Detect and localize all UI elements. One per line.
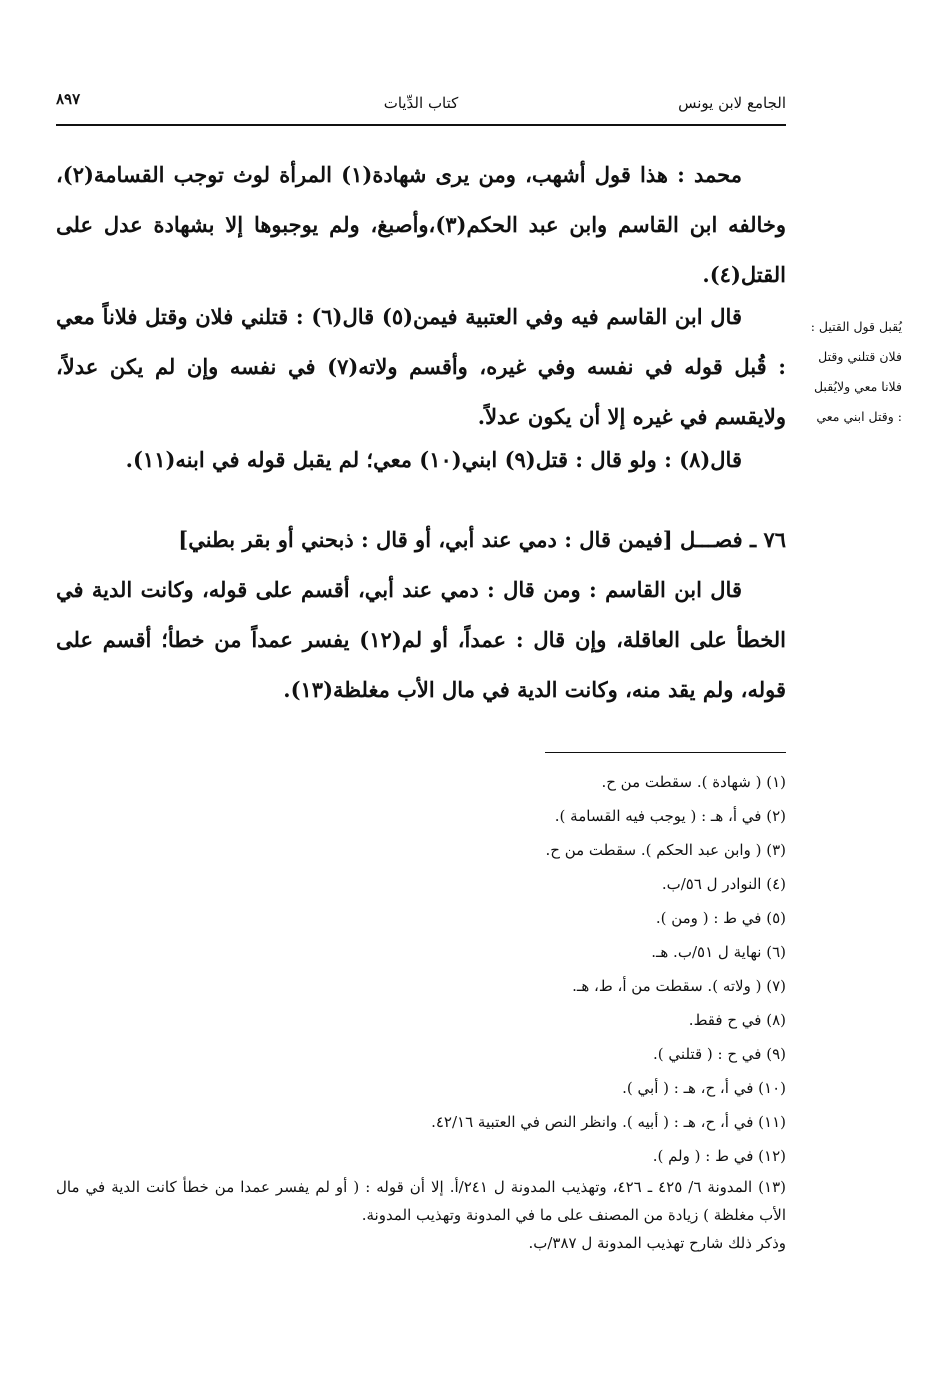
footnote-5: (٥) في ط : ( ومن ).	[655, 909, 786, 927]
footnote-11: (١١) في أ، ح، هـ : ( أبيه ). وانظر النص في العتبية ٤٢/١٦.	[431, 1113, 786, 1131]
margin-note-line: فلانا معي ولايُقبل	[813, 379, 902, 394]
margin-note	[792, 312, 902, 432]
footnote-8: (٨) في ح فقط.	[688, 1011, 786, 1029]
paragraph-ibn-al-qasim: قال ابن القاسم فيه وفي العتبية فيمن(٥) قال(٦) : قتلني فلان وقتل فلاناً معي : قُبل قوله في نفسه وفي غيره، وأقسم ولاته(٧) في نفسه وإن لم يكن عدلاً، ولايقسم في غيره إلا أن يكون عدلاً.	[56, 304, 786, 429]
paragraph-block	[56, 150, 786, 300]
margin-note-line: : وقتل ابني معي	[816, 409, 902, 424]
footnote-13: (١٣) المدونة ٦/ ٤٢٥ ـ ٤٢٦، وتهذيب المدونة ل ٢٤١/أ. إلا أن قوله : ( أو لم يفسر عمدا من خطأ كانت الدية في مال الأب مغلظة ) زيادة من المصنف على ما في المدونة وتهذيب المدونة.	[56, 1178, 787, 1224]
footnote-3: (٣) ( وابن عبد الحكم ). سقطت من ح.	[545, 841, 786, 859]
footnote-9: (٩) في ح : ( قتلني ).	[653, 1045, 786, 1063]
paragraph-block	[56, 292, 786, 442]
paragraph-block	[56, 565, 786, 715]
paragraph-block	[56, 435, 786, 485]
footnote-6: (٦) نهاية ل ٥١/ب. هـ.	[651, 943, 786, 961]
footnote-10: (١٠) في أ، ح، هـ : ( أبي ).	[622, 1079, 786, 1097]
footnotes	[56, 765, 786, 1257]
section-heading-block	[56, 515, 786, 565]
footnote-1: (١) ( شهادة ). سقطت من ح.	[601, 773, 786, 791]
footnote-4: (٤) النوادر ل ٥٦/ب.	[661, 875, 786, 893]
paragraph-qala: قال(٨) : ولو قال : قتل(٩) ابني(١٠) معي؛ لم يقبل قوله في ابنه(١١).	[125, 447, 742, 472]
margin-note-line: يُقبل قول القتيل :	[810, 319, 902, 334]
margin-note-line: فلان قتلني وقتل	[818, 349, 902, 364]
book-title: الجامع لابن يونس	[678, 94, 786, 112]
section-heading: ٧٦ ـ فصـــل [فيمن قال : دمي عند أبي، أو قال : ذبحني أو بقر بطني]	[178, 527, 786, 552]
footnote-12: (١٢) في ط : ( ولم ).	[652, 1147, 786, 1165]
page-number: ٨٩٧	[56, 90, 81, 108]
paragraph-dami-inda-abi: قال ابن القاسم : ومن قال : دمي عند أبي، أقسم على قوله، وكانت الدية في الخطأ على العاقلة، وإن قال : عمداً، أو لم(١٢) يفسر عمداً من خطأ؛ أقسم على قوله، ولم يقد منه، وكانت الدية في مال الأب مغلظة(١٣).	[56, 577, 786, 702]
chapter-title: كتاب الدِّيات	[383, 94, 459, 112]
footnote-7: (٧) ( ولاته ). سقطت من أ، ط، هـ.	[572, 977, 786, 995]
paragraph-muhammad: محمد : هذا قول أشهب، ومن يرى شهادة(١) المرأة لوث توجب القسامة(٢)، وخالفه ابن القاسم وابن عبد الحكم(٣)،وأصبغ، ولم يوجبوها إلا بشهادة عدل على القتل(٤).	[56, 162, 786, 287]
footnote-2: (٢) في أ، هـ : ( يوجب فيه القسامة ).	[554, 807, 786, 825]
header-rule	[56, 124, 786, 126]
running-header	[56, 90, 786, 124]
footnote-13-continuation: وذكر ذلك شارح تهذيب المدونة ل ٣٨٧/ب.	[528, 1234, 786, 1252]
footnote-separator	[545, 752, 786, 753]
